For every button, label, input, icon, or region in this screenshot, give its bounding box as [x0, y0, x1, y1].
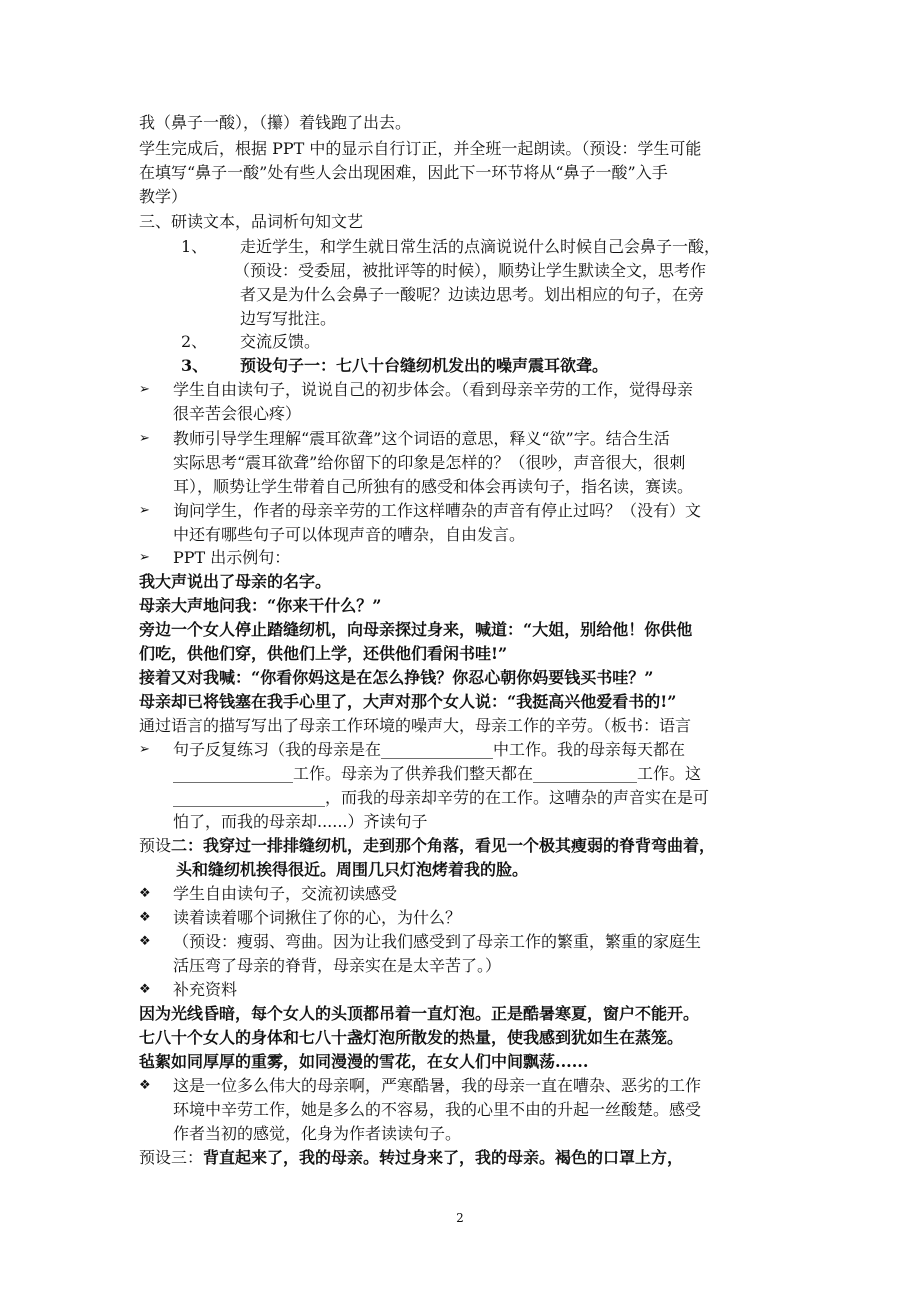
text-line: 预设句子一：七八十台缝纫机发出的噪声震耳欲聋。	[240, 356, 609, 375]
text-line: 读着读着哪个词揪住了你的心，为什么？	[173, 908, 462, 927]
text-line: 中还有哪些句子可以体现声音的嘈杂，自由发言。	[173, 525, 526, 544]
text-line: 学生完成后，根据 PPT 中的显示自行订正，并全班一起朗读。（预设：学生可能	[139, 139, 702, 158]
arrow-bullet: ➢	[139, 503, 150, 518]
diamond-bullet: ❖	[139, 934, 151, 949]
text-line: 边写写批注。	[240, 309, 337, 328]
text-line: 学生自由读句子，说说自己的初步体会。（看到母亲辛劳的工作，觉得母亲	[173, 380, 694, 399]
quote-line: 母亲却已将钱塞在我手心里了，大声对那个女人说：“我挺高兴他爱看书的!”	[139, 692, 677, 711]
text-line: 教师引导学生理解“震耳欲聋”这个词语的意思，释义“欲”字。结合生活	[173, 429, 670, 448]
text-line: 交流反馈。	[240, 332, 321, 351]
text-line: 我（鼻子一酸），（攥）着钱跑了出去。	[139, 113, 412, 132]
arrow-bullet: ➢	[139, 550, 150, 565]
text-line: 活压弯了母亲的脊背，母亲实在是太辛苦了。）	[173, 956, 502, 975]
text-line: 环境中辛劳工作，她是多么的不容易，我的心里不由的升起一丝酸楚。感受	[173, 1100, 702, 1119]
quote-line: 毡絮如同厚厚的重雾，如同漫漫的雪花，在女人们中间飘荡......	[139, 1052, 589, 1071]
list-number: 1、	[181, 237, 208, 256]
list-number: 2、	[181, 332, 208, 351]
text-line: 走近学生，和学生就日常生活的点滴说说什么时候自己会鼻子一酸，	[240, 237, 721, 256]
text-line: 者又是为什么会鼻子一酸呢？边读边思考。划出相应的句子，在旁	[240, 285, 705, 304]
arrow-bullet: ➢	[139, 431, 150, 446]
text-line: 句子反复练习（我的母亲是在______________中工作。我的母亲每天都在	[173, 740, 686, 759]
text-line: 这是一位多么伟大的母亲啊，严寒酷暑，我的母亲一直在嘈杂、恶劣的工作	[173, 1076, 702, 1095]
quote-line: 我大声说出了母亲的名字。	[139, 572, 332, 591]
quote-line: 因为光线昏暗，每个女人的头顶都吊着一直灯泡。正是酷暑寒夏，窗户不能开。	[139, 1004, 700, 1023]
text-line: 询问学生，作者的母亲辛劳的工作这样嘈杂的声音有停止过吗？（没有）文	[173, 501, 702, 520]
text-line: 通过语言的描写写出了母亲工作环境的噪声大，母亲工作的辛劳。（板书：语言	[139, 716, 692, 735]
quote-line: 母亲大声地问我：“你来干什么？”	[139, 596, 382, 615]
section-heading: 三、研读文本，品词析句知文艺	[139, 212, 364, 231]
diamond-bullet: ❖	[139, 1078, 151, 1093]
text-line: 实际思考“震耳欲聋”给你留下的印象是怎样的？（很吵，声音很大，很刺	[173, 453, 686, 472]
text-line: （预设：瘦弱、弯曲。因为让我们感受到了母亲工作的繁重，繁重的家庭生	[173, 932, 702, 951]
text-line: （预设：受委屈，被批评等的时候），顺势让学生默读全文，思考作	[234, 261, 707, 280]
text-line: 耳），顺势让学生带着自己所独有的感受和体会再读句子，指名读，赛读。	[173, 477, 694, 496]
diamond-bullet: ❖	[139, 910, 151, 925]
text-line: _______________工作。母亲为了供养我们整天都在_____________工作。这	[173, 764, 702, 783]
text-line: 教学）	[139, 187, 188, 206]
page-number: 2	[456, 1211, 464, 1225]
text-line: 学生自由读句子，交流初读感受	[173, 884, 398, 903]
text-line: 预设三：背直起来了，我的母亲。转过身来了，我的母亲。褐色的口罩上方，	[139, 1148, 684, 1167]
list-number: 3、	[181, 356, 209, 375]
arrow-bullet: ➢	[139, 742, 150, 757]
text-line: 补充资料	[173, 980, 238, 999]
quote-line: 七八十个女人的身体和七八十盏灯泡所散发的热量，使我感到犹如生在蒸笼。	[139, 1028, 684, 1047]
text-line: PPT 出示例句：	[173, 548, 291, 567]
diamond-bullet: ❖	[139, 886, 151, 901]
text-line: 怕了，而我的母亲却......）齐读句子	[173, 812, 428, 831]
text-line: ___________________，而我的母亲却辛劳的在工作。这嘈杂的声音实在是可	[173, 788, 710, 807]
quote-line: 接着又对我喊：“你看你妈这是在怎么挣钱？你忍心朝你妈要钱买书哇？”	[139, 668, 654, 687]
quote-line: 们吃，供他们穿，供他们上学，还供他们看闲书哇!”	[139, 644, 508, 663]
quote-line: 旁边一个女人停止踏缝纫机，向母亲探过身来，喊道：“大姐，别给他！你供他	[139, 620, 693, 639]
arrow-bullet: ➢	[139, 382, 150, 397]
text-line: 预设二：我穿过一排排缝纫机，走到那个角落，看见一个极其瘦弱的脊背弯曲着，	[139, 836, 716, 855]
diamond-bullet: ❖	[139, 982, 151, 997]
text-line: 很辛苦会很心疼）	[173, 404, 302, 423]
text-line: 作者当初的感觉，化身为作者读读句子。	[173, 1124, 462, 1143]
text-line: 在填写“鼻子一酸”处有些人会出现困难，因此下一环节将从“鼻子一酸”入手	[139, 163, 668, 182]
text-line: 头和缝纫机挨得很近。周围几只灯泡烤着我的脸。	[176, 860, 529, 879]
